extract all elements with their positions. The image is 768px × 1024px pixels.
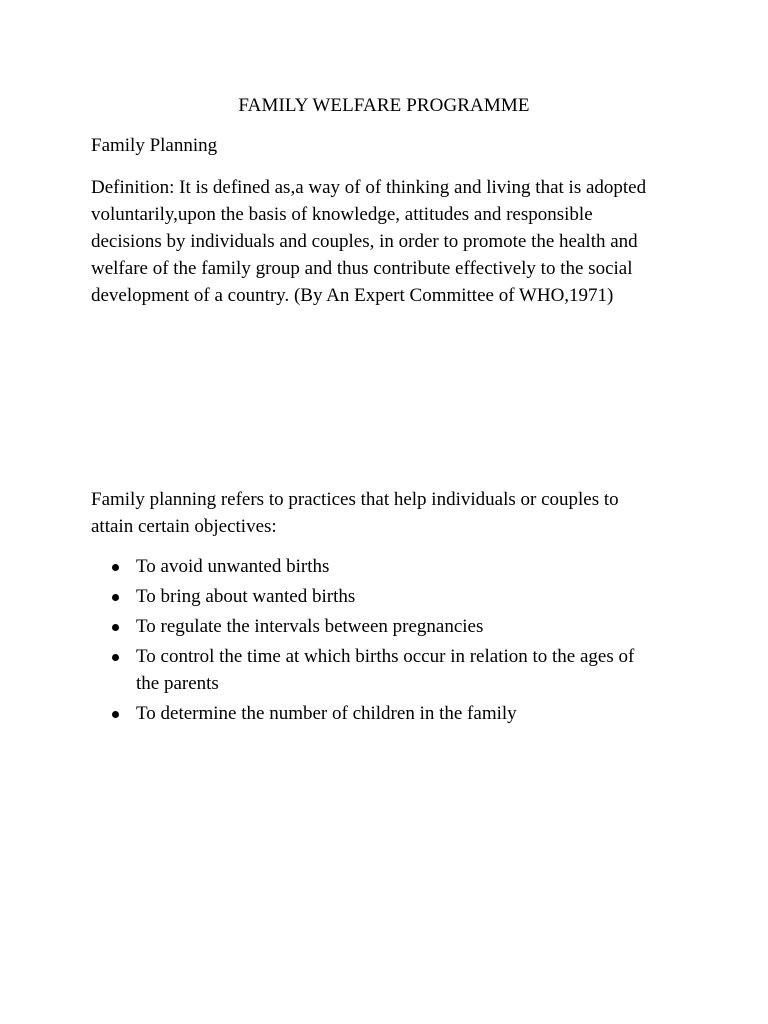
list-item-text: the parents [136, 673, 219, 694]
bullet-icon [112, 654, 119, 661]
definition-line: decisions by individuals and couples, in order to promote the health and [91, 231, 638, 252]
definition-paragraph [91, 174, 691, 309]
bullet-icon [112, 564, 119, 571]
list-item-text: To control the time at which births occur in relation to the ages of [136, 646, 635, 667]
list-item-text: To determine the number of children in the family [136, 703, 517, 724]
list-item-text: To avoid unwanted births [136, 556, 330, 577]
bullet-icon [112, 711, 119, 718]
definition-line: voluntarily,upon the basis of knowledge, attitudes and responsible [91, 204, 593, 225]
list-item [0, 613, 768, 640]
list-item [0, 583, 768, 610]
bullet-icon [112, 624, 119, 631]
bullet-icon [112, 594, 119, 601]
section-heading: Family Planning [91, 135, 218, 156]
intro-line: Family planning refers to practices that help individuals or couples to [91, 489, 619, 510]
list-item-text: To bring about wanted births [136, 586, 356, 607]
definition-line: welfare of the family group and thus contribute effectively to the social [91, 258, 633, 279]
intro-paragraph [91, 486, 691, 540]
list-item-text: To regulate the intervals between pregnancies [136, 616, 484, 637]
intro-line: attain certain objectives: [91, 516, 277, 537]
list-item [0, 553, 768, 580]
list-item [0, 700, 768, 727]
definition-line: Definition: It is defined as,a way of of thinking and living that is adopted [91, 177, 647, 198]
objectives-list [0, 553, 768, 730]
list-item [0, 643, 768, 697]
page-title: FAMILY WELFARE PROGRAMME [238, 95, 530, 116]
definition-line: development of a country. (By An Expert Committee of WHO,1971) [91, 285, 614, 306]
